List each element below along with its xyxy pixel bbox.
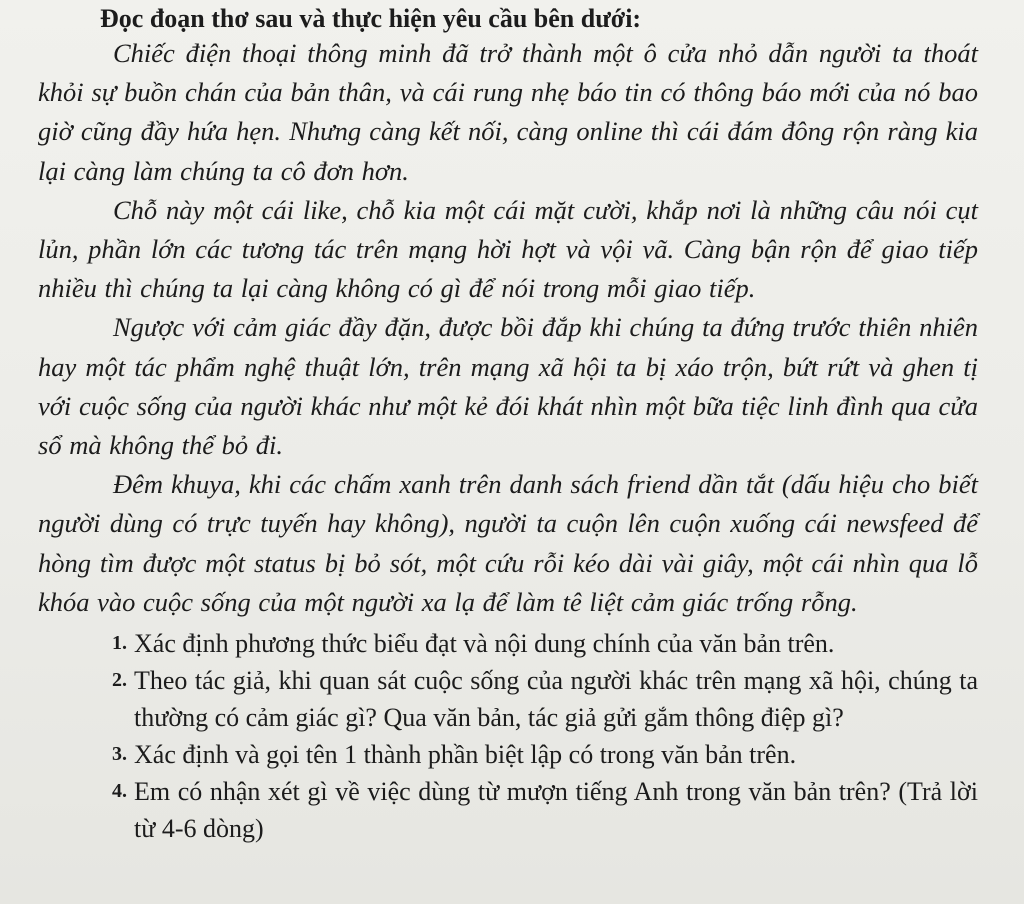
exercise-heading: Đọc đoạn thơ sau và thực hiện yêu cầu bên dưới: <box>100 4 642 33</box>
question-list <box>38 625 978 847</box>
question-item <box>38 662 978 736</box>
passage-paragraph: Chỗ này một cái like, chỗ kia một cái mặt cười, khắp nơi là những câu nói cụt lủn, phần lớn các tương tác trên mạng hời hợt và vội vã. Càng bận rộn để giao tiếp nhiều thì chúng ta lại càng không có gì để nói trong mỗi giao tiếp. <box>38 194 978 304</box>
question-text: Theo tác giả, khi quan sát cuộc sống của người khác trên mạng xã hội, chúng ta thường có cảm giác gì? Qua văn bản, tác giả gửi gắm thông điệp gì? <box>134 666 978 733</box>
question-number: 3. <box>112 743 127 766</box>
passage <box>38 34 978 622</box>
question-number: 1. <box>112 632 127 655</box>
question-item <box>38 736 978 773</box>
question-item <box>38 625 978 662</box>
passage-paragraph: Đêm khuya, khi các chấm xanh trên danh sách friend dần tắt (dấu hiệu cho biết người dùng có trực tuyến hay không), người ta cuộn lên cuộn xuống cái newsfeed để hòng tìm được một status bị bỏ sót, một cứu rỗi kéo dài vài giây, một cái nhìn qua lỗ khóa vào cuộc sống của một người xa lạ để làm tê liệt cảm giác trống rỗng. <box>38 469 978 617</box>
question-text: Xác định và gọi tên 1 thành phần biệt lập có trong văn bản trên. <box>134 740 797 770</box>
question-number: 2. <box>112 669 127 692</box>
question-number: 4. <box>112 780 127 803</box>
question-text: Xác định phương thức biểu đạt và nội dung chính của văn bản trên. <box>134 629 835 659</box>
question-text: Em có nhận xét gì về việc dùng từ mượn tiếng Anh trong văn bản trên? (Trả lời từ 4-6 dòng) <box>134 777 978 844</box>
passage-paragraph: Chiếc điện thoại thông minh đã trở thành một ô cửa nhỏ dẫn người ta thoát khỏi sự buồn chán của bản thân, và cái rung nhẹ báo tin có thông báo mới của nó bao giờ cũng đầy hứa hẹn. Nhưng càng kết nối, càng online thì cái đám đông rộn ràng kia lại càng làm chúng ta cô đơn hơn. <box>38 38 978 186</box>
question-item <box>38 773 978 847</box>
passage-paragraph: Ngược với cảm giác đầy đặn, được bồi đắp khi chúng ta đứng trước thiên nhiên hay một tác phẩm nghệ thuật lớn, trên mạng xã hội ta bị xáo trộn, bứt rứt và ghen tị với cuộc sống của người khác như một kẻ đói khát nhìn một bữa tiệc linh đình qua cửa sổ mà không thể bỏ đi. <box>38 312 978 461</box>
